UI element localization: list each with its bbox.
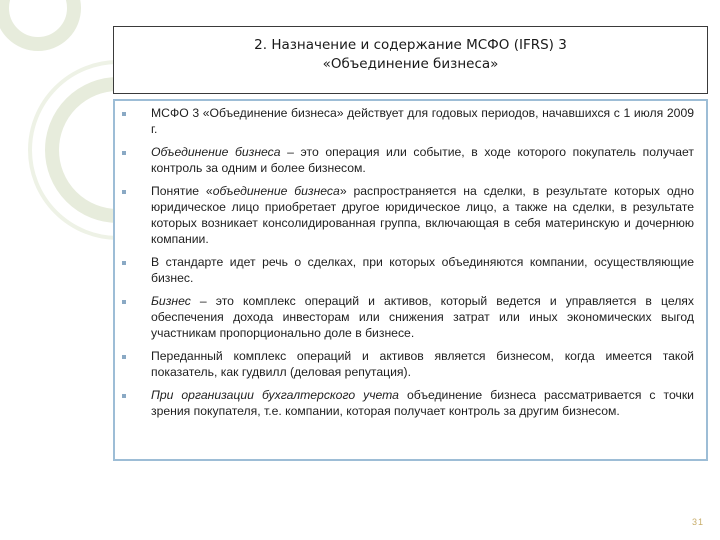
page-number: 31 bbox=[691, 517, 704, 527]
bullet-marker bbox=[122, 151, 126, 155]
bullet-marker bbox=[122, 112, 126, 116]
decorative-circles bbox=[0, 0, 130, 540]
bullet-text: » распространяется на сделки, в результате которых одно юридическое лицо приобретает другое юридическое лицо, а также на сделки, в результате которых возникает консолидированная группа, включающая в себя материнскую и дочернюю компании. bbox=[151, 184, 695, 246]
bullet-item-2 bbox=[115, 145, 694, 177]
bullet-item-6 bbox=[115, 349, 694, 381]
term-italic: Бизнес bbox=[151, 293, 191, 308]
bullet-text: В стандарте идет речь о сделках, при которых объединяются компании, осуществляющие бизнес. bbox=[151, 254, 694, 285]
bullet-text: – это комплекс операций и активов, который ведется и управляется в целях обеспечения дохода инвесторам или снижения затрат или иных экономических выгод участникам пропорционально доле в бизнесе. bbox=[151, 293, 694, 340]
term-italic: Объединение бизнеса bbox=[151, 145, 281, 160]
bullet-marker bbox=[122, 300, 126, 304]
bullet-item-5 bbox=[115, 294, 694, 341]
slide-title-line2: «Объединение бизнеса» bbox=[322, 56, 499, 72]
bullet-marker bbox=[122, 261, 126, 265]
bullet-text: – это операция или событие, в ходе которого покупатель получает контроль за одним и более бизнесом. bbox=[151, 145, 695, 175]
bullet-text: МСФО 3 «Объединение бизнеса» действует для годовых периодов, начавшихся с 1 июля 2009 г. bbox=[151, 106, 694, 136]
bullet-text: Переданный комплекс операций и активов является бизнесом, когда имеется такой показатель, как гудвилл (деловая репутация). bbox=[151, 348, 694, 379]
bullet-marker bbox=[122, 394, 126, 398]
slide-title-line1: 2. Назначение и содержание МСФО (IFRS) 3 bbox=[254, 37, 567, 53]
bullet-item-1 bbox=[115, 106, 694, 138]
bullet-list bbox=[115, 106, 694, 420]
slide-title-box bbox=[113, 26, 708, 94]
content-box bbox=[113, 99, 708, 461]
bullet-marker bbox=[122, 190, 126, 194]
term-italic: объединение бизнеса bbox=[212, 184, 340, 199]
deco-circle-top bbox=[2, 0, 74, 44]
bullet-item-7 bbox=[115, 388, 694, 420]
bullet-text-pre: Понятие « bbox=[151, 184, 213, 199]
bullet-item-4 bbox=[115, 255, 694, 287]
bullet-text: объединение бизнеса рассматривается с точки зрения покупателя, т.е. компании, которая получает контроль за другим бизнесом. bbox=[151, 387, 694, 418]
bullet-marker bbox=[122, 355, 126, 359]
term-italic: При организации бухгалтерского учета bbox=[151, 387, 399, 402]
bullet-item-3 bbox=[115, 184, 694, 247]
